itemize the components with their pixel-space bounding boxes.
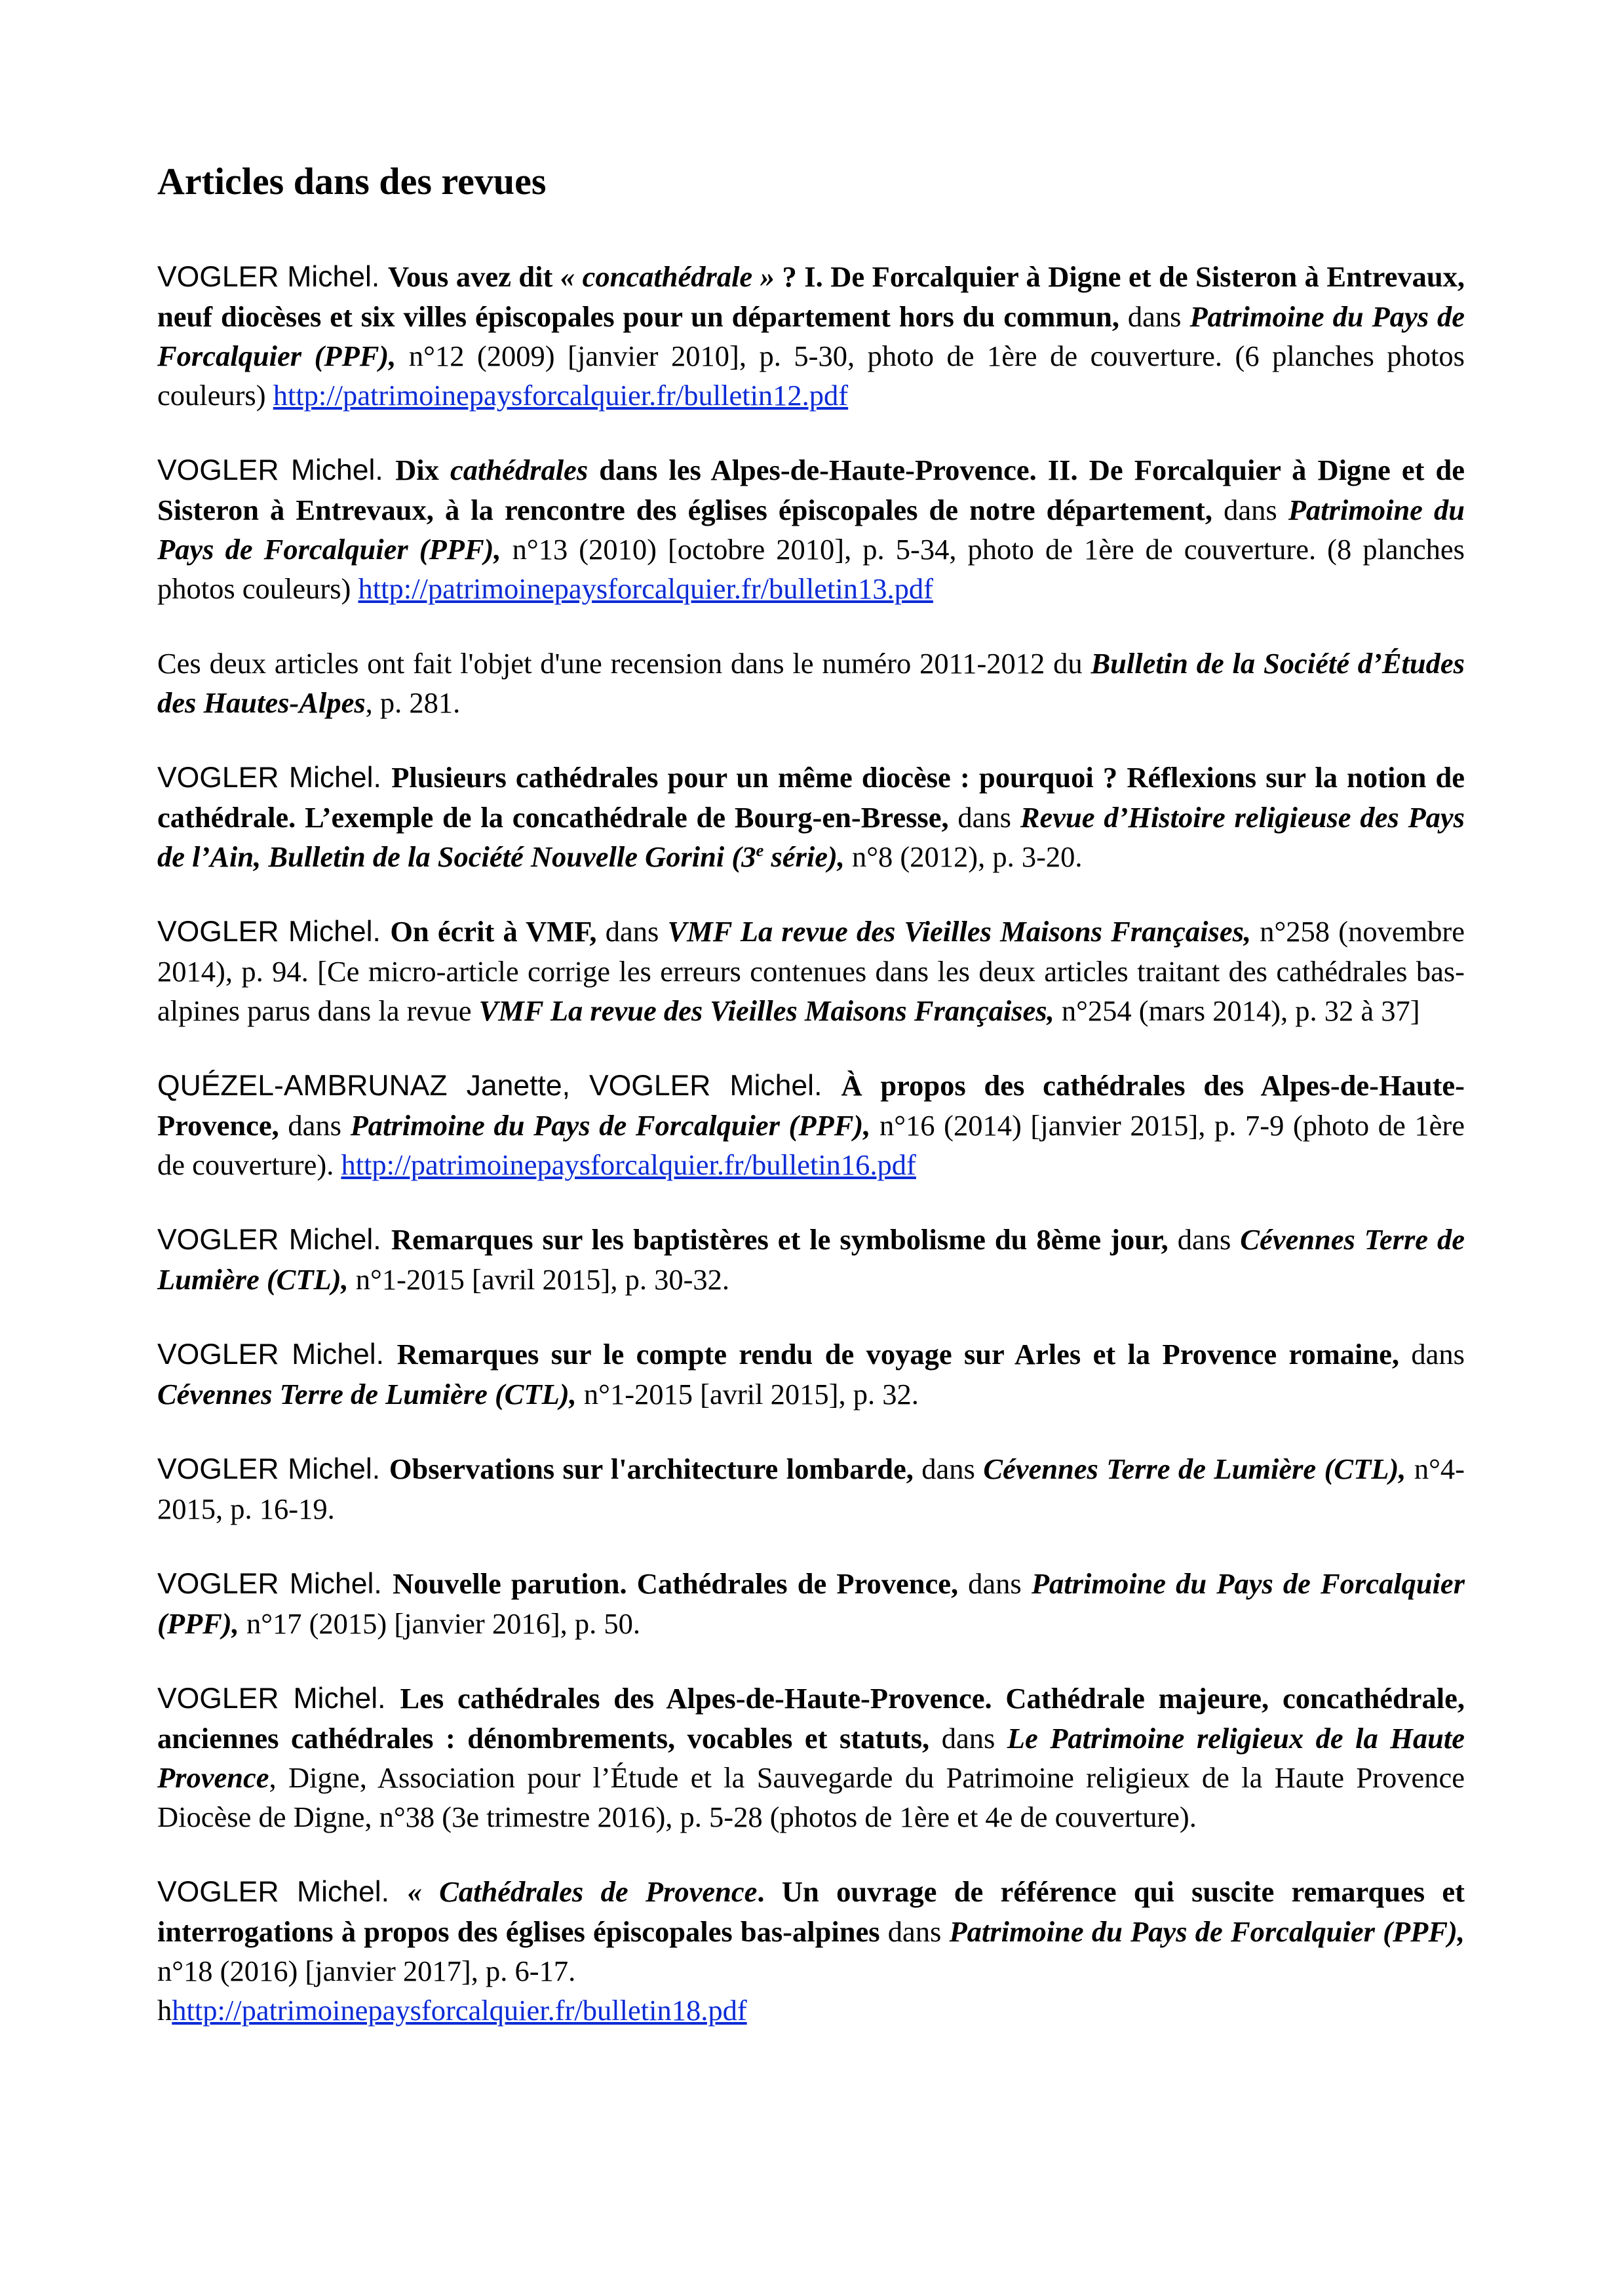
- bulletin-link[interactable]: http://patrimoinepaysforcalquier.fr/bulletin12.pdf: [273, 379, 849, 412]
- author-name: VOGLER Michel.: [157, 762, 392, 794]
- bulletin-link[interactable]: http://patrimoinepaysforcalquier.fr/bulletin18.pdf: [172, 1994, 747, 2027]
- publication-title: « Cathédrales de Provence: [407, 1875, 758, 1908]
- article-entry: [157, 644, 1465, 722]
- entry-text: n°12 (2009) [janvier 2010], p. 5-30, photo de 1ère de couverture. (6 planches photos couleurs): [157, 340, 1465, 412]
- author-name: VOGLER Michel.: [157, 1683, 400, 1715]
- superscript: e: [756, 840, 764, 861]
- entry-text: dans: [958, 1567, 1032, 1600]
- article-entry: [157, 1220, 1465, 1299]
- article-title: dans les Alpes-de-Haute-Provence. II. De Forcalquier à Digne et de Sisteron à Entrevaux, à la rencontre des églises épiscopales de notre département,: [157, 454, 1465, 526]
- article-title: Plusieurs cathédrales pour un même diocèse : pourquoi ? Réflexions sur la notion de cathédrale. L’exemple de la concathédrale de Bourg-en-Bresse,: [157, 761, 1465, 834]
- publication-title: Patrimoine du Pays de Forcalquier (PPF),: [157, 300, 1465, 372]
- entry-text: n°17 (2015) [janvier 2016], p. 50.: [239, 1607, 641, 1640]
- publication-title: Bulletin de la Société d’Études des Hautes-Alpes: [157, 647, 1465, 719]
- article-title: ? I. De Forcalquier à Digne et de Sisteron à Entrevaux, neuf diocèses et six villes épiscopales pour un département hors du commun,: [157, 260, 1465, 333]
- publication-title: Patrimoine du Pays de Forcalquier (PPF),: [157, 1567, 1465, 1640]
- publication-title: série),: [763, 840, 845, 873]
- entry-text: dans: [948, 801, 1020, 834]
- article-entry: [157, 1334, 1465, 1414]
- publication-title: Cévennes Terre de Lumière (CTL),: [983, 1452, 1406, 1485]
- entry-text: n°4-2015, p. 16-19.: [157, 1452, 1465, 1525]
- entry-text: n°16 (2014) [janvier 2015], p. 7-9 (photo de 1ère de couverture).: [157, 1109, 1465, 1181]
- author-name: VOGLER Michel.: [157, 1876, 408, 1908]
- publication-title: « concathédrale »: [560, 260, 775, 293]
- author-name: VOGLER Michel.: [157, 454, 396, 486]
- publication-title: cathédrales: [450, 454, 589, 486]
- entry-text: dans: [596, 915, 668, 948]
- entry-text: dans: [929, 1722, 1007, 1755]
- article-entry: [157, 450, 1465, 608]
- publication-title: Patrimoine du Pays de Forcalquier (PPF),: [157, 494, 1465, 566]
- author-name: VOGLER Michel.: [157, 1338, 397, 1371]
- article-entry: [157, 1066, 1465, 1184]
- article-title: Remarques sur les baptistères et le symbolisme du 8ème jour,: [391, 1223, 1168, 1256]
- author-name: VOGLER Michel.: [157, 1568, 393, 1600]
- author-name: VOGLER Michel.: [157, 916, 391, 948]
- article-title: Observations sur l'architecture lombarde,: [389, 1452, 914, 1485]
- article-entry: [157, 1564, 1465, 1643]
- entry-text: n°254 (mars 2014), p. 32 à 37]: [1054, 994, 1420, 1027]
- article-entry: [157, 1872, 1465, 2030]
- author-name: QUÉZEL-AMBRUNAZ Janette, VOGLER Michel.: [157, 1070, 841, 1102]
- bulletin-link[interactable]: http://patrimoinepaysforcalquier.fr/bulletin13.pdf: [358, 572, 933, 605]
- entry-text: n°258 (novembre 2014), p. 94. [Ce micro-article corrige les erreurs contenues dans les deux articles traitant des cathédrales bas-alpines parus dans la revue: [157, 915, 1465, 1027]
- entry-text: dans: [1119, 300, 1190, 333]
- publication-title: Patrimoine du Pays de Forcalquier (PPF),: [949, 1915, 1465, 1948]
- article-entry: [157, 758, 1465, 876]
- entry-text: n°18 (2016) [janvier 2017], p. 6-17.: [157, 1955, 576, 1987]
- entry-text: n°1-2015 [avril 2015], p. 30-32.: [348, 1263, 730, 1296]
- article-title: Remarques sur le compte rendu de voyage sur Arles et la Provence romaine,: [396, 1338, 1400, 1371]
- entry-text: h: [157, 1994, 172, 2027]
- entry-text: dans: [1168, 1223, 1241, 1256]
- bulletin-link[interactable]: http://patrimoinepaysforcalquier.fr/bulletin16.pdf: [341, 1148, 916, 1181]
- entry-text: , p. 281.: [365, 686, 461, 719]
- entry-text: dans: [913, 1452, 984, 1485]
- entry-text: , Digne, Association pour l’Étude et la Sauvegarde du Patrimoine religieux de la Haute Provence Diocèse de Digne, n°38 (3e trimestre 2016), p. 5-28 (photos de 1ère et 4e de couverture).: [157, 1761, 1465, 1833]
- entry-text: dans: [1212, 494, 1288, 526]
- entry-text: dans: [879, 1915, 950, 1948]
- article-title: On écrit à VMF,: [390, 915, 597, 948]
- publication-title: Revue d’Histoire religieuse des Pays de l’Ain, Bulletin de la Société Nouvelle Gorini (3: [157, 801, 1465, 873]
- entry-text: n°1-2015 [avril 2015], p. 32.: [576, 1378, 919, 1411]
- entry-text: n°8 (2012), p. 3-20.: [844, 840, 1083, 873]
- article-title: Nouvelle parution. Cathédrales de Provence,: [393, 1567, 959, 1600]
- publication-title: Cévennes Terre de Lumière (CTL),: [157, 1378, 577, 1411]
- publication-title: VMF La revue des Vieilles Maisons Françaises,: [478, 994, 1054, 1027]
- publication-title: Cévennes Terre de Lumière (CTL),: [157, 1223, 1465, 1296]
- entry-text: n°13 (2010) [octobre 2010], p. 5-34, photo de 1ère de couverture. (8 planches photos couleurs): [157, 533, 1465, 605]
- article-title: À propos des cathédrales des Alpes-de-Haute-Provence,: [157, 1069, 1465, 1142]
- article-entry: [157, 912, 1465, 1030]
- author-name: VOGLER Michel.: [157, 1453, 389, 1485]
- article-title: Dix: [395, 454, 451, 486]
- article-entry: [157, 257, 1465, 415]
- page-heading: Articles dans des revues: [157, 160, 547, 203]
- author-name: VOGLER Michel.: [157, 1224, 391, 1256]
- article-title: Vous avez dit: [387, 260, 560, 293]
- article-list: [157, 257, 1465, 2030]
- article-entry: [157, 1679, 1465, 1837]
- article-title: . Un ouvrage de référence qui suscite remarques et interrogations à propos des églises épiscopales bas-alpines: [157, 1875, 1465, 1948]
- publication-title: Patrimoine du Pays de Forcalquier (PPF),: [350, 1109, 871, 1142]
- entry-text: dans: [1399, 1338, 1465, 1371]
- publication-title: Le Patrimoine religieux de la Haute Provence: [157, 1722, 1465, 1794]
- publication-title: VMF La revue des Vieilles Maisons Françaises,: [667, 915, 1252, 948]
- entry-text: dans: [279, 1109, 351, 1142]
- article-title: Les cathédrales des Alpes-de-Haute-Provence. Cathédrale majeure, concathédrale, anciennes cathédrales : dénombrements, vocables et statuts,: [157, 1682, 1465, 1755]
- entry-text: Ces deux articles ont fait l'objet d'une recension dans le numéro 2011-2012 du: [157, 647, 1091, 680]
- article-entry: [157, 1449, 1465, 1528]
- author-name: VOGLER Michel.: [157, 261, 388, 293]
